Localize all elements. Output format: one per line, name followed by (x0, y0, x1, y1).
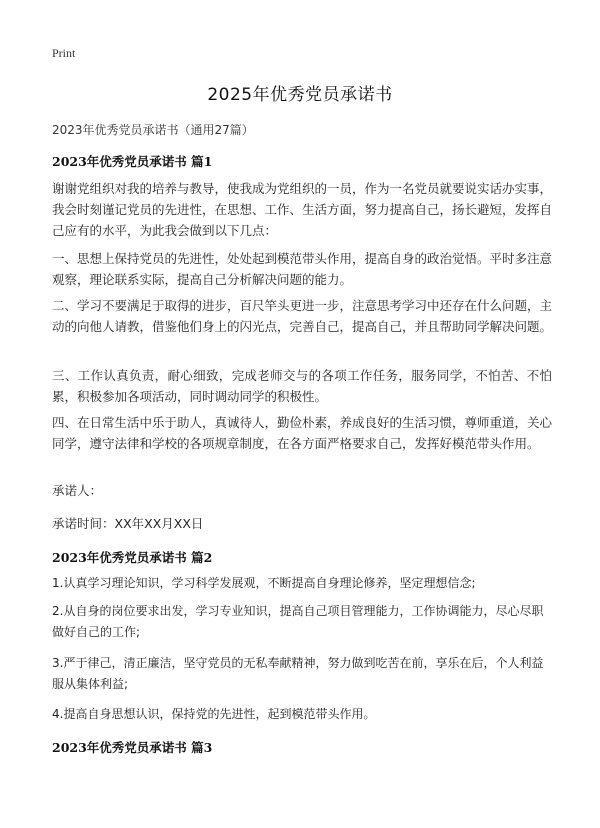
print-link[interactable]: Print (52, 46, 76, 60)
paragraph-intro: 谢谢党组织对我的培养与教导，使我成为党组织的一员，作为一名党员就要说实话办实事，我会时刻谨记党员的先进性，在思想、工作、生活方面，努力提高自己，扬长避短，发挥自己应有的水平，为此我会做到以下几点： (52, 181, 553, 238)
promisor-line: 承诺人： (52, 483, 103, 498)
page-title: 2025年优秀党员承诺书 (207, 85, 393, 105)
document-subtitle: 2023年优秀党员承诺书（通用27篇） (52, 123, 254, 137)
list-item-2: 2.从自身的岗位要求出发，学习专业知识，提高自己项目管理能力，工作协调能力，尽心尽职做好自己的工作; (52, 604, 544, 639)
paragraph-point-4: 四、在日常生活中乐于助人，真诚待人，勤俭朴素，养成良好的生活习惯，尊师重道，关心同学，遵守法律和学校的各项规章制度，在各方面严格要求自己，发挥好模范带头作用。 (52, 415, 553, 451)
list-item-3: 3.严于律己，清正廉洁，坚守党员的无私奉献精神，努力做到吃苦在前，享乐在后，个人利益服从集体利益; (52, 656, 544, 691)
paragraph-point-1: 一、思想上保持党员的先进性，处处起到模范带头作用，提高自身的政治觉悟。平时多注意观察，理论联系实际，提高自己分析解决问题的能力。 (52, 251, 553, 287)
promise-date-line: 承诺时间：XX年XX月XX日 (52, 516, 204, 531)
list-item-4: 4.提高自身思想认识，保持党的先进性，起到模范带头作用。 (52, 707, 376, 721)
section-heading-3: 2023年优秀党员承诺书 篇3 (52, 740, 213, 755)
list-item-1: 1.认真学习理论知识，学习科学发展观，不断提高自身理论修养，坚定理想信念; (52, 576, 476, 590)
section-heading-1: 2023年优秀党员承诺书 篇1 (52, 154, 213, 169)
paragraph-point-3: 三、工作认真负责，耐心细致，完成老师交与的各项工作任务，服务同学，不怕苦、不怕累，积极参加各项活动，同时调动同学的积极性。 (52, 368, 552, 404)
section-heading-2: 2023年优秀党员承诺书 篇2 (52, 550, 213, 565)
paragraph-point-2: 二、学习不要满足于取得的进步，百尺竿头更进一步，注意思考学习中还存在什么问题，主动的向他人请教，借鉴他们身上的闪光点，完善自己，提高自己，并且帮助同学解决问题。 (52, 298, 553, 334)
